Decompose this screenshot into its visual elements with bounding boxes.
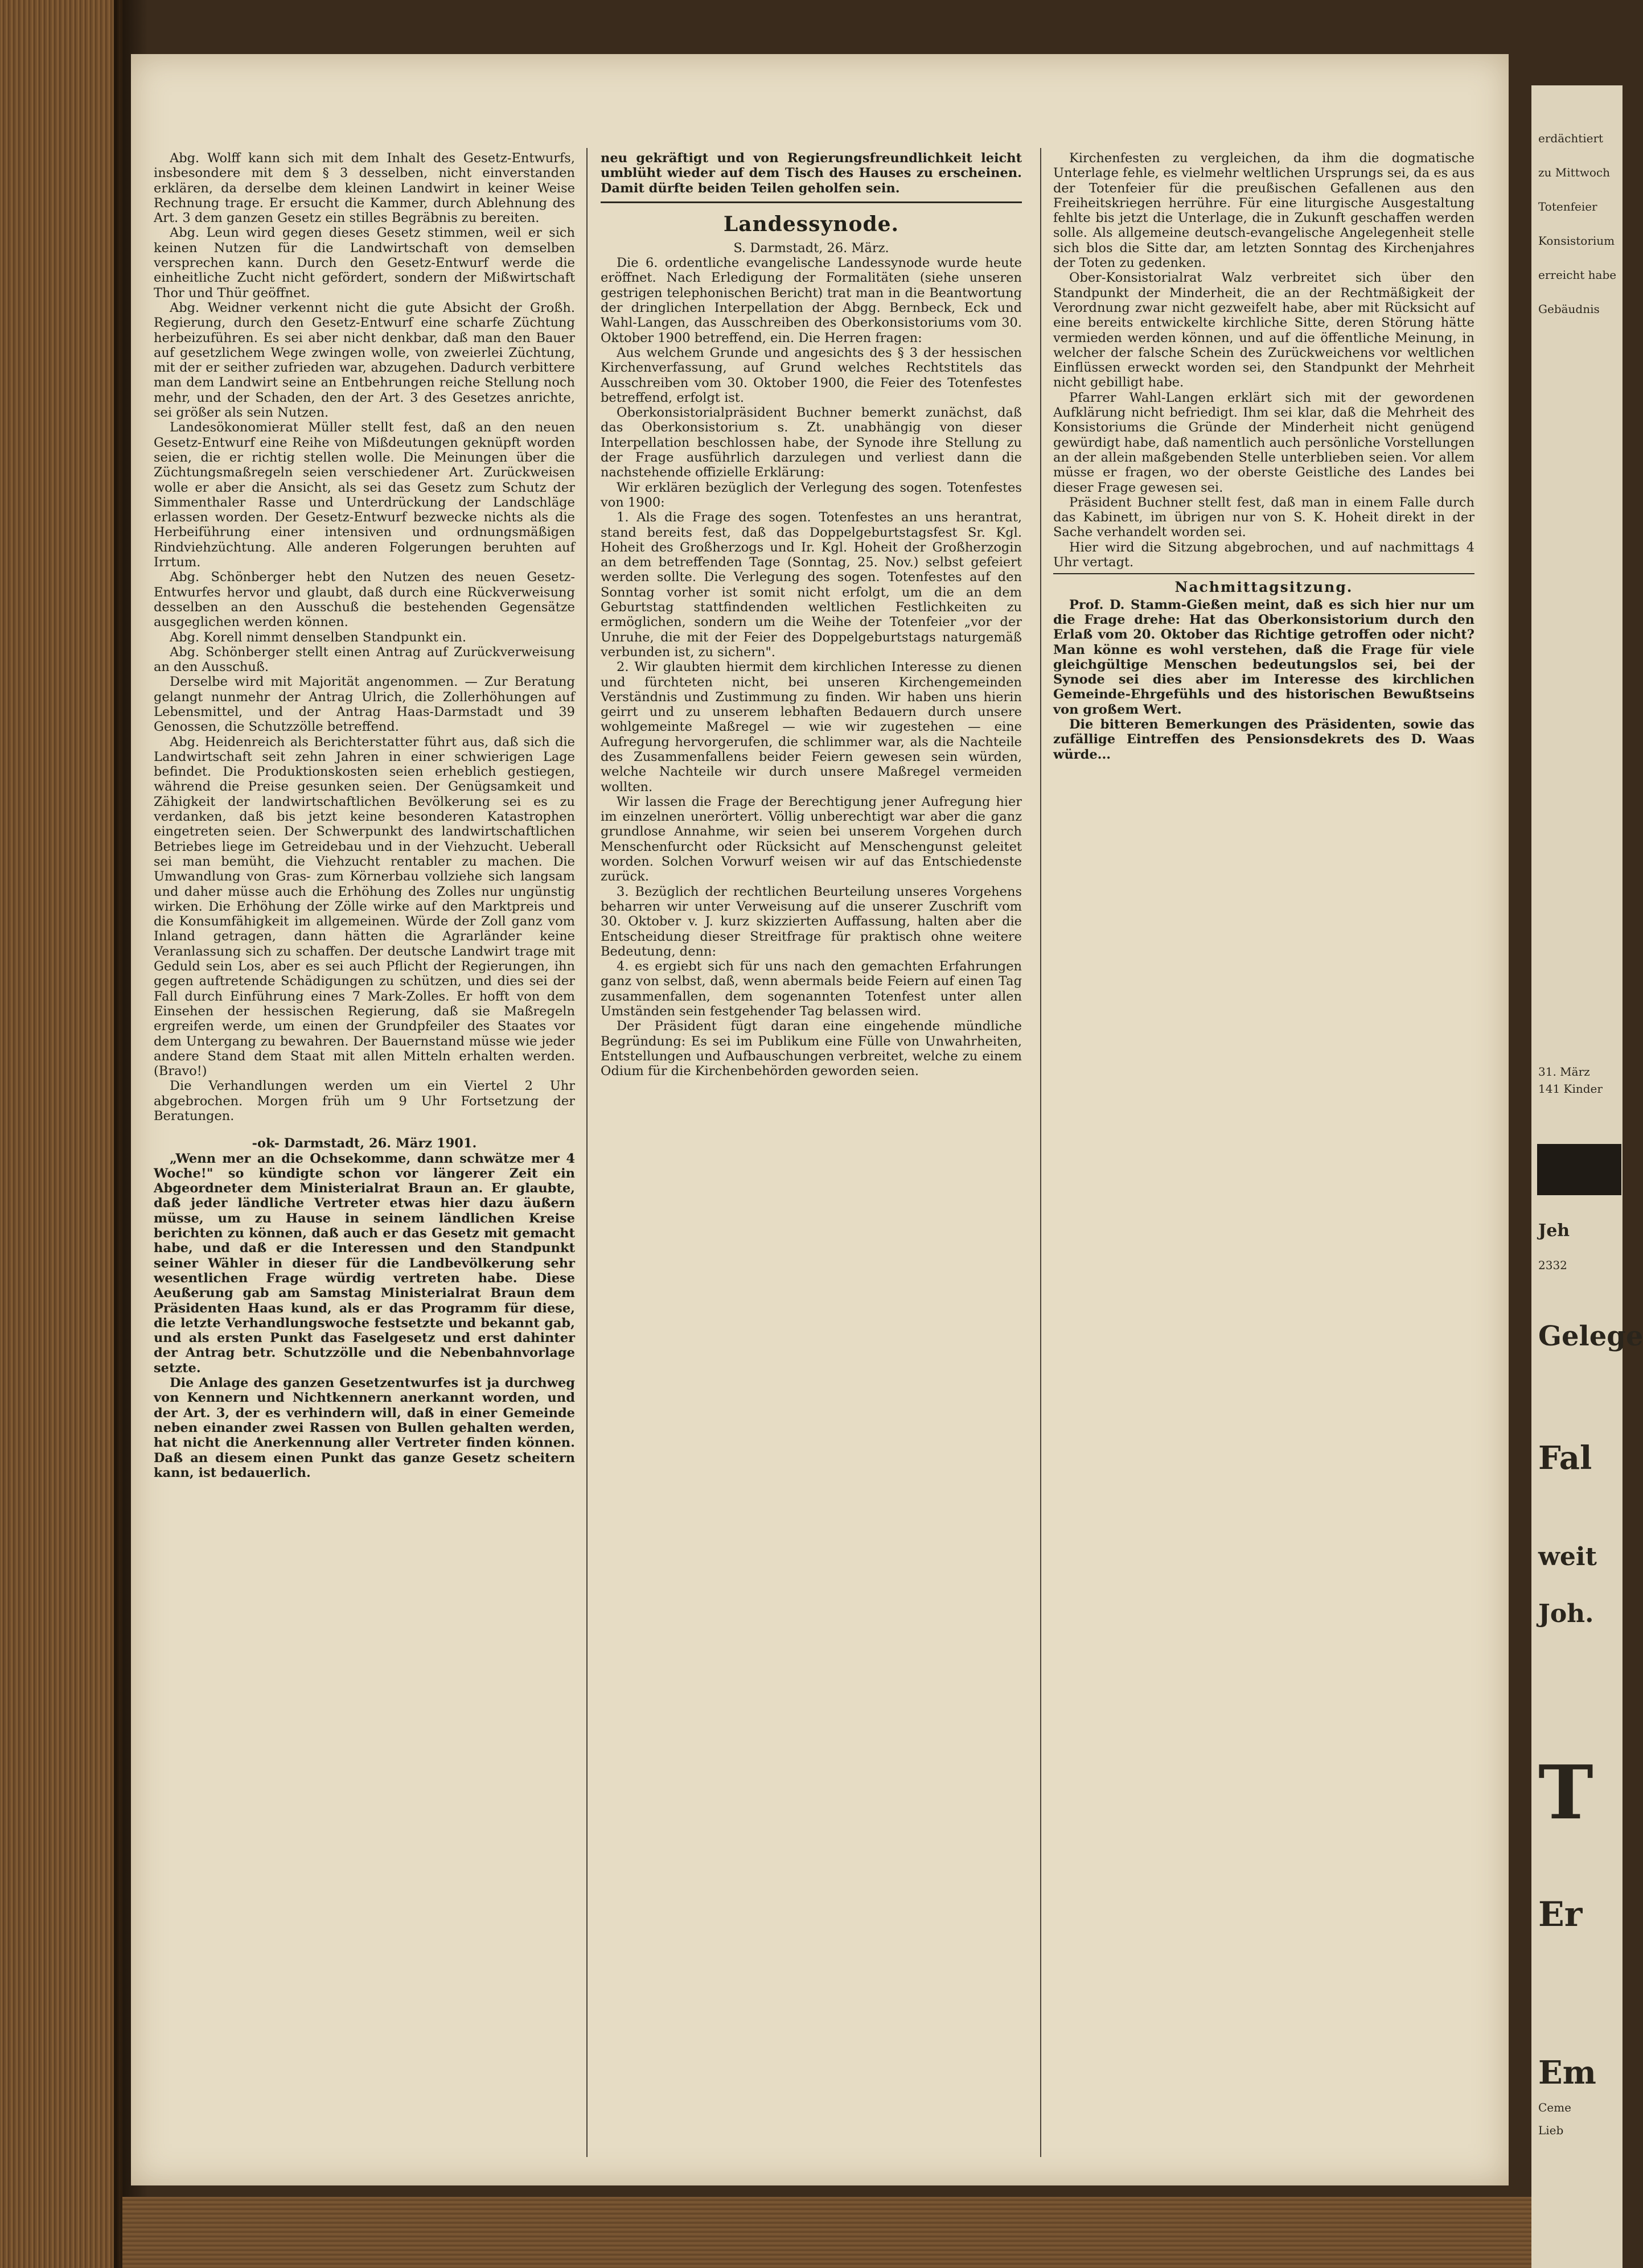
paragraph: Aus welchem Grunde und angesichts des § 3 der hessischen Kirchenverfassung, auf Grund welches Rechtstitels das Ausschreiben vom 30. Oktober 1900, die Feier des Totenfestes betreffend, erfolgt ist. (601, 345, 1022, 405)
paragraph: Wir erklären bezüglich der Verlegung des sogen. Totenfestes von 1900: (601, 480, 1022, 510)
paragraph: Abg. Wolff kann sich mit dem Inhalt des Gesetz-Entwurfs, insbesondere mit dem § 3 desselben, nicht einverstanden erklären, da derselbe dem kleinen Landwirt in keiner Weise Rechnung trage. Er ersucht die Kammer, durch Ablehnung des Art. 3 dem ganzen Gesetz ein stilles Begräbnis zu bereiten. (154, 151, 575, 226)
paragraph: Die Anlage des ganzen Gesetzentwurfes ist ja durchweg von Kennern und Nichtkennern anerkannt worden, und der Art. 3, der es verhindern will, daß in einer Gemeinde neben einander zwei Rassen von Bullen gehalten werden, hat nicht die Anerkennung aller Vertreter finden können. Daß an diesem einen Punkt das ganze Gesetz scheitern kann, ist bedauerlich. (154, 1376, 575, 1480)
book-spine (0, 0, 122, 2268)
ad-text: Ceme (1538, 2101, 1571, 2114)
paragraph: 3. Bezüglich der rechtlichen Beurteilung unseres Vorgehens beharren wir unter Verweisung auf die unserer Zuschrift vom 30. Oktober v. J. kurz skizzierten Auffassung, halten aber die Entscheidung dieser Streitfrage für praktisch ohne weitere Bedeutung, denn: (601, 884, 1022, 959)
section-title: Landessynode. (723, 212, 899, 236)
edge-text: Totenfeier (1538, 200, 1597, 213)
paragraph: 1. Als die Frage des sogen. Totenfestes an uns herantrat, stand bereits fest, daß das Doppelgeburtstagsfest Sr. Kgl. Hoheit des Großherzogs und Ir. Kgl. Hoheit der Großherzogin an dem betreffenden Tage (Sonntag, 25. Nov.) selbst gefeiert werden sollte. Die Verlegung des sogen. Totenfestes auf den Sonntag vorher ist somit nicht erfolgt, um die an dem Geburtstag stattfindenden weltlichen Festlichkeiten zu ermöglichen, sondern um die Weihe der Totenfeier „vor der Unruhe, die mit der Feier des Doppelgeburtstags naturgemäß verbunden ist, zu sichern". (601, 510, 1022, 660)
ad-text: weit (1538, 1542, 1597, 1571)
ad-text: T (1538, 1749, 1593, 1836)
adjacent-page (1531, 85, 1643, 2268)
paragraph: Abg. Schönberger hebt den Nutzen des neuen Gesetz-Entwurfes hervor und glaubt, daß durch eine Rückverweisung desselben an den Ausschuß die bestehenden Gegensätze ausgeglichen werden können. (154, 570, 575, 630)
paragraph: Wir lassen die Frage der Berechtigung jener Aufregung hier im einzelnen unerörtert. Völlig unberechtigt war aber die ganz grundlose Annahme, wir seien bei unserem Vorgehen durch Menschenfurcht oder Rücksicht auf Menschengunst geleitet worden. Solchen Vorwurf weisen wir auf das Entschiedenste zurück. (601, 794, 1022, 884)
paragraph: Präsident Buchner stellt fest, daß man in einem Falle durch das Kabinett, im übrigen nur von S. K. Hoheit direkt in der Sache verhandelt worden sei. (1053, 495, 1474, 540)
subsection-rule (1053, 573, 1474, 574)
column-1 (154, 151, 575, 2154)
page-stack-edge (122, 2197, 1531, 2268)
ad-text: Er (1538, 1895, 1583, 1934)
paragraph: Landesökonomierat Müller stellt fest, daß an den neuen Gesetz-Entwurf eine Reihe von Mißdeutungen geknüpft worden seien, die er richtig stellen wolle. Die Meinungen über die Züchtungsmaßregeln seien verschiedener Art. Zurückweisen wolle er aber die Ansicht, als sei das Gesetz zum Schutz der Simmenthaler Rasse und Unterdrückung der Landschläge erlassen worden. Der Gesetz-Entwurf bezwecke nichts als die Herbeiführung einer intensiven und ordnungsmäßigen Rindviehzüchtung. Alle anderen Folgerungen beruhten auf Irrtum. (154, 420, 575, 570)
ad-text: Fal (1538, 1439, 1592, 1477)
column-3 (1053, 151, 1474, 2154)
paragraph: Kirchenfesten zu vergleichen, da ihm die dogmatische Unterlage fehle, es vielmehr weltlichen Ursprungs sei, da es aus der Totenfeier für die preußischen Gefallenen aus den Freiheitskriegen herrühre. Für eine liturgische Ausgestaltung fehlte bis jetzt die Unterlage, die in Zukunft geschaffen werden solle. Als allgemeine deutsch-evangelische Angelegenheit stelle sich blos die Sitte dar, am letzten Sonntag des Kirchenjahres der Toten zu gedenken. (1053, 151, 1474, 271)
subsection-title: Nachmittagsitzung. (1174, 579, 1353, 596)
paragraph: neu gekräftigt und von Regierungsfreundlichkeit leicht umblüht wieder auf dem Tisch des Hauses zu erscheinen. Damit dürfte beiden Teilen geholfen sein. (601, 151, 1022, 196)
paragraph: Pfarrer Wahl-Langen erklärt sich mit der gewordenen Aufklärung nicht befriedigt. Ihm sei klar, daß die Mehrheit des Konsistoriums die Gründe der Minderheit nicht genügend gewürdigt habe, daß namentlich auch persönliche Vorstellungen an der allein maßgebenden Stelle unterblieben seien. Vor allem müsse er fragen, wo der oberste Geistliche des Landes bei dieser Frage gewesen sei. (1053, 390, 1474, 495)
paragraph: Abg. Leun wird gegen dieses Gesetz stimmen, weil er sich keinen Nutzen für die Landwirtschaft von demselben versprechen kann. Durch den Gesetz-Entwurf werde die einheitliche Zucht nicht gefördert, sondern der Mißwirtschaft Thor und Thür geöffnet. (154, 225, 575, 301)
edge-text: 141 Kinder (1538, 1082, 1603, 1096)
newspaper-page (131, 54, 1509, 2185)
ad-text: Em (1538, 2054, 1596, 2092)
ok-heading: -ok- Darmstadt, 26. März 1901. (252, 1136, 477, 1151)
paragraph: Abg. Korell nimmt denselben Standpunkt ein. (170, 629, 467, 645)
ad-text: Lieb (1538, 2123, 1564, 2137)
ad-text: Gelege (1538, 1320, 1643, 1352)
paragraph: 2. Wir glaubten hiermit dem kirchlichen Interesse zu dienen und fürchteten nicht, bei unseren Kirchengemeinden Verständnis und Zustimmung zu finden. Wir haben uns hierin geirrt und zu unserem lebhaften Bedauern durch unsere wohlgemeinte Maßregel — wie wir zugestehen — eine Aufregung hervorgerufen, die schlimmer war, als die Nachteile des Zusammenfallens beider Feiern gewesen sein würden, welche Nachteile wir durch unsere Maßregel vermeiden wollten. (601, 660, 1022, 795)
paragraph: Die 6. ordentliche evangelische Landessynode wurde heute eröffnet. Nach Erledigung der Formalitäten (siehe unseren gestrigen telephonischen Bericht) trat man in die Beantwortung der dringlichen Interpellation der Abgg. Bernbeck, Eck und Wahl-Langen, das Ausschreiben des Oberkonsistoriums vom 30. Oktober 1900 betreffend, ein. Die Herren fragen: (601, 256, 1022, 345)
paragraph: Die bitteren Bemerkungen des Präsidenten, sowie das zufällige Eintreffen des Pensionsdekrets des D. Waas würde... (1053, 717, 1474, 762)
edge-text: Gebäudnis (1538, 302, 1600, 316)
paragraph: Der Präsident fügt daran eine eingehende mündliche Begründung: Es sei im Publikum eine Fülle von Unwahrheiten, Entstellungen und Aufbauschungen verbreitet, welche zu einem Odium für die Kirchenbehörden geworden seien. (601, 1019, 1022, 1079)
ad-border (1537, 1144, 1621, 1195)
edge-text: 31. März (1538, 1065, 1590, 1079)
paragraph: Hier wird die Sitzung abgebrochen, und auf nachmittags 4 Uhr vertagt. (1053, 540, 1474, 570)
edge-text: zu Mittwoch (1538, 166, 1610, 179)
paragraph: „Wenn mer an die Ochsekomme, dann schwätze mer 4 Woche!" so kündigte schon vor längerer Zeit ein Abgeordneter dem Ministerialrat Braun an. Er glaubte, daß jeder ländliche Vertreter etwas hier dazu äußern müsse, um zu Hause in seinem ländlichen Kreise berichten zu können, daß auch er das Gesetz mit gemacht habe, und daß er die Interessen und den Standpunkt seiner Wähler in dieser für die Landbevölkerung sehr wesentlichen Frage würdig vertreten habe. Diese Aeußerung gab am Samstag Ministerialrat Braun dem Präsidenten Haas kund, als er das Programm für diese, die letzte Verhandlungswoche festsetzte und bekannt gab, und als ersten Punkt das Faselgesetz und erst dahinter der Antrag betr. Schutzzölle und die Nebenbahnvorlage setzte. (154, 1151, 575, 1376)
column-2 (601, 151, 1022, 2154)
paragraph: Abg. Schönberger stellt einen Antrag auf Zurückverweisung an den Ausschuß. (154, 644, 575, 675)
paragraph: Oberkonsistorialpräsident Buchner bemerkt zunächst, daß das Oberkonsistorium s. Zt. unabhängig von dieser Interpellation beschlossen habe, der Synode ihre Stellung zu der Frage ausführlich darzulegen und verliest dann die nachstehende offizielle Erklärung: (601, 405, 1022, 480)
paragraph: Abg. Heidenreich als Berichterstatter führt aus, daß sich die Landwirtschaft seit zehn Jahren in einer schwierigen Lage befindet. Die Produktionskosten seien erheblich gestiegen, während die Preise gesunken seien. Der Genügsamkeit und Zähigkeit der landwirtschaftlichen Bevölkerung sei es zu verdanken, daß bis jetzt keine besonderen Katastrophen eingetreten seien. Der Schwerpunkt des landwirtschaftlichen Betriebes liege im Getreidebau und in der Viehzucht. Ueberall sei man bemüht, die Viehzucht rentabler zu machen. Die Umwandlung von Gras- zum Körnerbau vollziehe sich langsam und daher müsse auch die Erhöhung des Zolles nur ungünstig wirken. Die Erhöhung der Zölle wirke auf den Marktpreis und die Konsumfähigkeit im allgemeinen. Würde der Zoll ganz vom Inland getragen, dann hätten die Agrarländer keine Veranlassung sich zu schaffen. Der deutsche Landwirt trage mit Geduld sein Los, aber es sei auch Pflicht der Regierungen, ihn gegen auftretende Schädigungen zu schützen, und dies sei der Fall durch Einführung eines 7 Mark-Zolles. Er hofft von dem Einsehen der hessischen Regierung, daß sie Maßregeln ergreifen werde, um einen der Grundpfeiler des Staates vor dem Untergang zu bewahren. Der Bauernstand müsse wie jeder andere Stand dem Staat mit allen Mitteln erhalten werden. (Bravo!) (154, 734, 575, 1079)
paragraph: Prof. D. Stamm-Gießen meint, daß es sich hier nur um die Frage drehe: Hat das Oberkonsistorium durch den Erlaß vom 20. Oktober das Richtige getroffen oder nicht? Man könne es wohl verstehen, daß die Frage für viele gleichgültige Menschen bedeutungslos sei, bei der Synode sei dies aber im Interesse des kirchlichen Gemeinde-Ehrgefühls und des historischen Bewußtseins von großem Wert. (1053, 597, 1474, 717)
paragraph: 4. es ergiebt sich für uns nach den gemachten Erfahrungen ganz von selbst, daß, wenn abermals beide Feiern auf einen Tag zusammenfallen, dem sogenannten Totenfest unter allen Umständen sein festgehender Tag belassen wird. (601, 959, 1022, 1019)
paragraph: Die Verhandlungen werden um ein Viertel 2 Uhr abgebrochen. Morgen früh um 9 Uhr Fortsetzung der Beratungen. (154, 1079, 575, 1123)
ad-text: 2332 (1538, 1258, 1567, 1272)
ad-text: Jeh (1538, 1221, 1570, 1241)
column-rule-1 (586, 148, 588, 2157)
edge-text: erdächtiert (1538, 131, 1604, 145)
paragraph: Ober-Konsistorialrat Walz verbreitet sich über den Standpunkt der Minderheit, die an der Rechtmäßigkeit der Verordnung zwar nicht gezweifelt habe, aber mit Rücksicht auf eine bereits entwickelte kirchliche Sitte, deren Störung hätte vermieden werden können, und auf die öffentliche Meinung, in welcher der falsche Schein des Zurückweichens vor weltlichen Einflüssen erweckt worden sei, den Standpunkt der Mehrheit nicht gebilligt habe. (1053, 270, 1474, 390)
dateline: S. Darmstadt, 26. März. (733, 240, 889, 256)
ad-text: Joh. (1538, 1599, 1594, 1628)
paragraph: Derselbe wird mit Majorität angenommen. — Zur Beratung gelangt nunmehr der Antrag Ulrich, die Zollerhöhungen auf Lebensmittel, und der Antrag Haas-Darmstadt und 39 Genossen, die Schutzzölle betreffend. (154, 674, 575, 735)
paragraph: Abg. Weidner verkennt nicht die gute Absicht der Großh. Regierung, durch den Gesetz-Entwurf eine scharfe Züchtung herbeizuführen. Es sei aber nicht denkbar, daß man den Bauer auf gesetzlichem Wege zwingen wolle, von zweierlei Züchtung, mit der er seither zufrieden war, abzugehen. Dadurch verbittere man dem Landwirt seine an Entbehrungen reiche Stellung noch mehr, und der Schaden, den der Art. 3 des Gesetzes anrichte, sei größer als sein Nutzen. (154, 300, 575, 421)
edge-text: Konsistorium (1538, 234, 1615, 248)
column-rule-2 (1040, 148, 1041, 2157)
edge-text: erreicht habe (1538, 268, 1617, 282)
section-rule (601, 201, 1022, 203)
